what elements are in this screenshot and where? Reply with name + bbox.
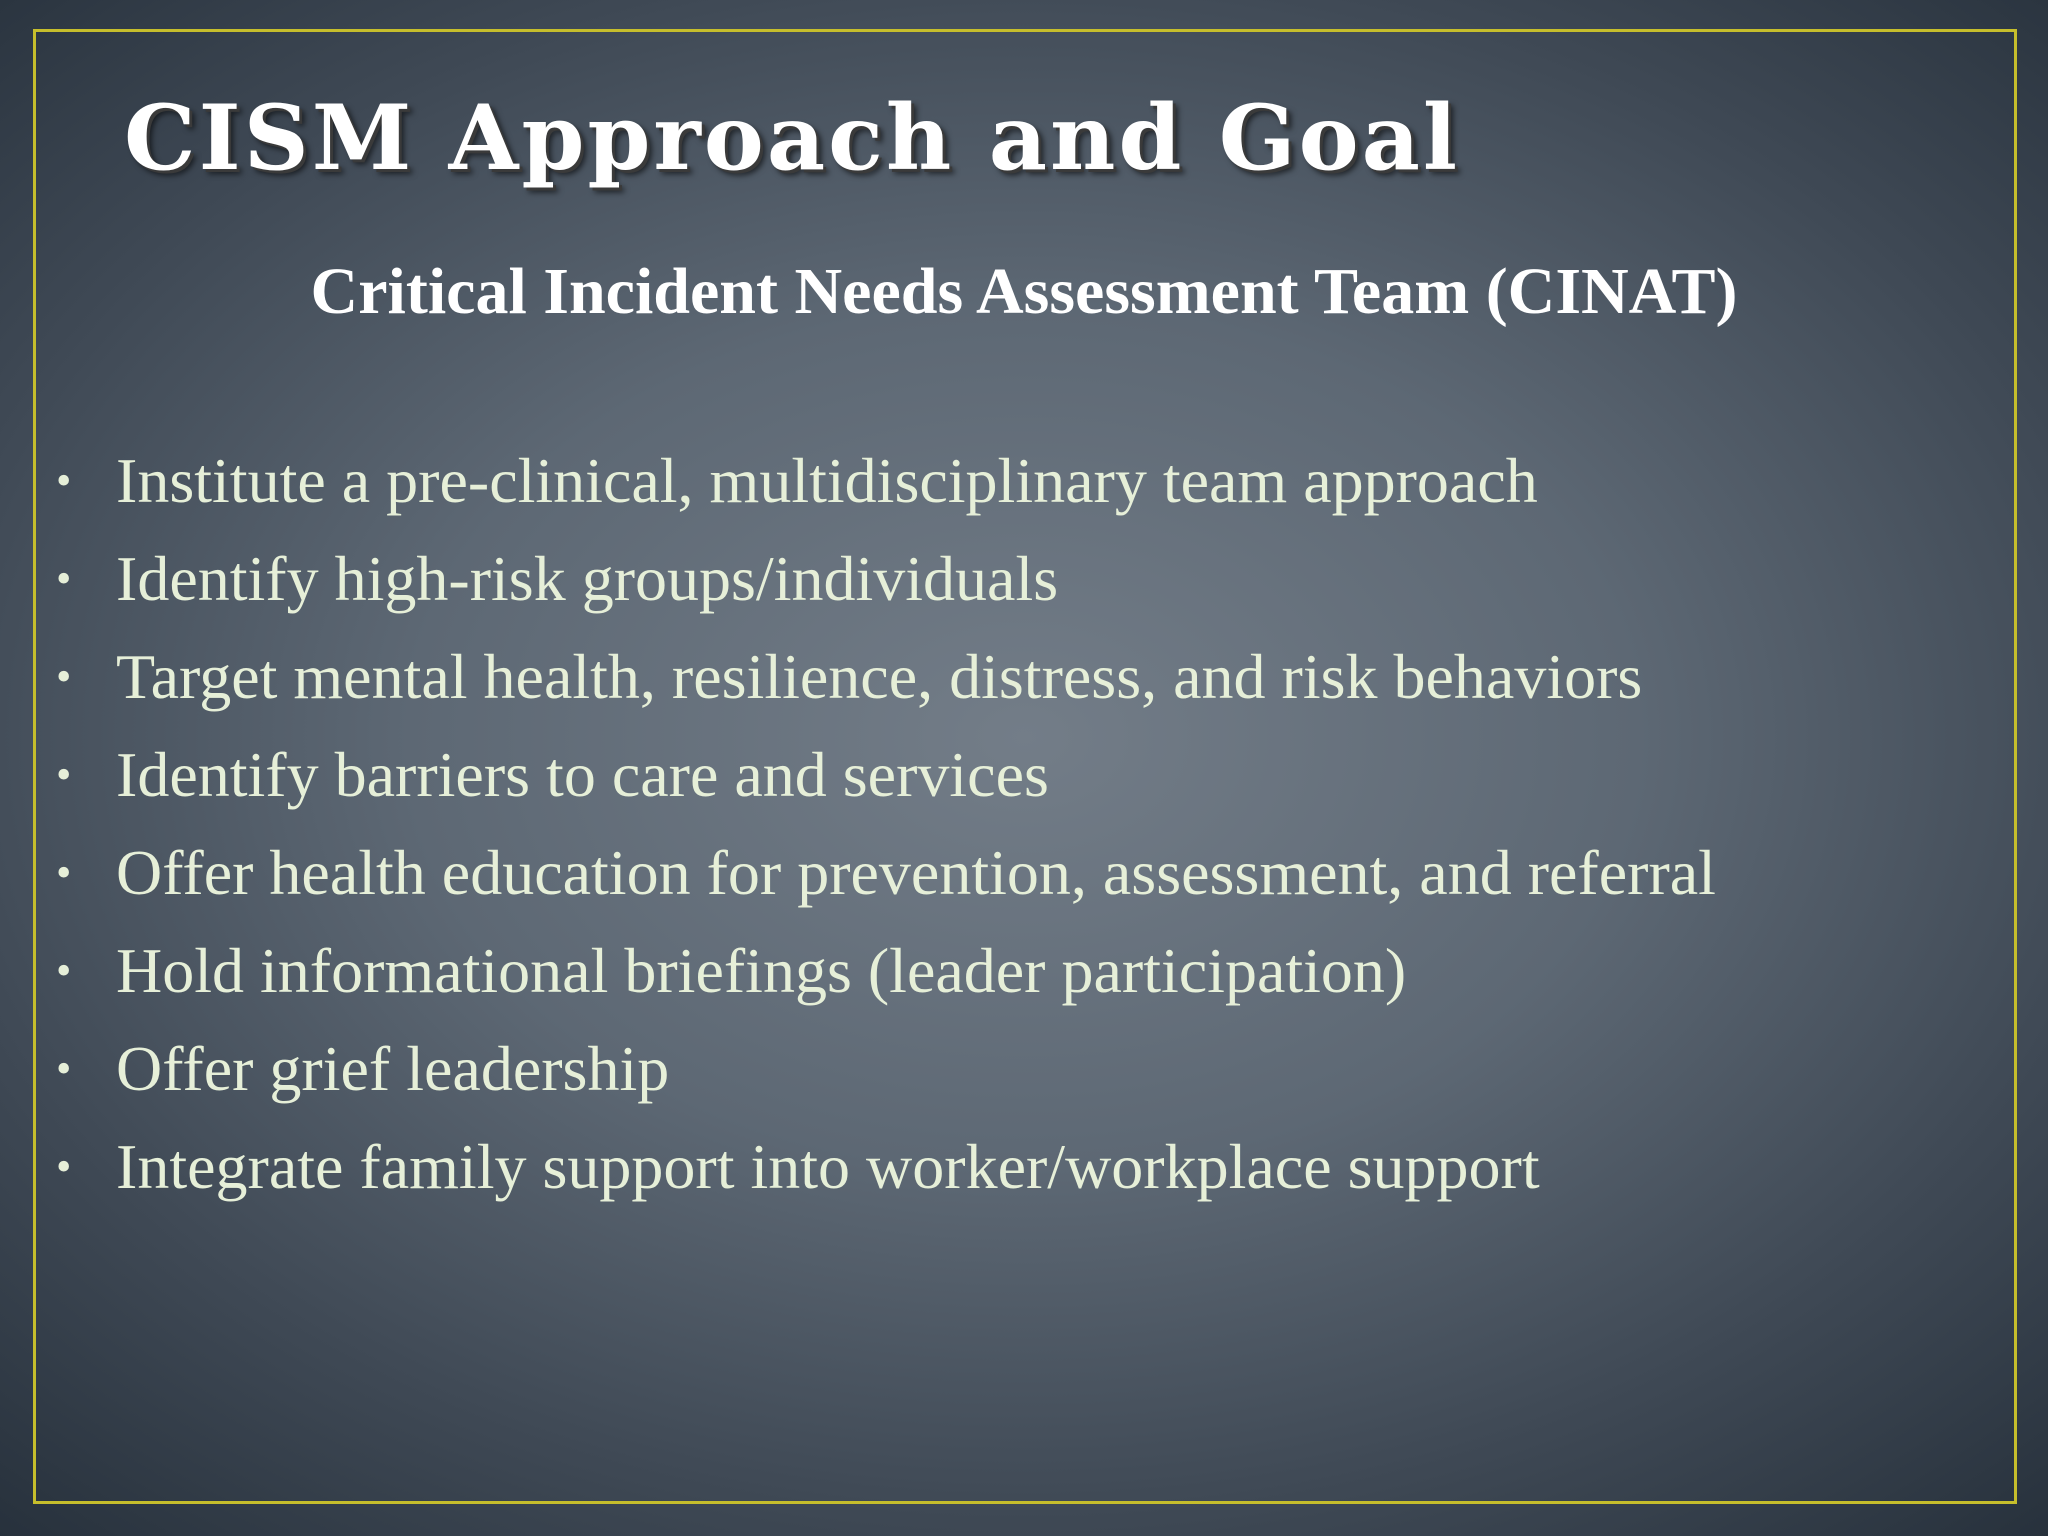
bullet-text: Identify barriers to care and services bbox=[116, 739, 1049, 810]
bullet-icon: • bbox=[56, 554, 72, 603]
bullet-text: Hold informational briefings (leader participation) bbox=[116, 935, 1407, 1006]
bullet-text: Identify high-risk groups/individuals bbox=[116, 543, 1059, 614]
bullet-icon: • bbox=[56, 1142, 72, 1191]
bullet-icon: • bbox=[56, 946, 72, 995]
bullet-icon: • bbox=[56, 848, 72, 897]
bullet-icon: • bbox=[56, 456, 72, 505]
bullet-text: Institute a pre-clinical, multidisciplinary team approach bbox=[116, 445, 1538, 516]
bullet-icon: • bbox=[56, 652, 72, 701]
bullet-text: Target mental health, resilience, distress, and risk behaviors bbox=[116, 641, 1643, 712]
bullet-icon: • bbox=[56, 1044, 72, 1093]
slide-title: CISM Approach and Goal bbox=[124, 85, 1461, 191]
bullet-text: Offer health education for prevention, assessment, and referral bbox=[116, 837, 1716, 908]
bullet-icon: • bbox=[56, 750, 72, 799]
slide-subtitle: Critical Incident Needs Assessment Team (CINAT) bbox=[310, 255, 1738, 328]
bullet-text: Offer grief leadership bbox=[116, 1033, 670, 1104]
bullet-text: Integrate family support into worker/workplace support bbox=[116, 1131, 1540, 1202]
